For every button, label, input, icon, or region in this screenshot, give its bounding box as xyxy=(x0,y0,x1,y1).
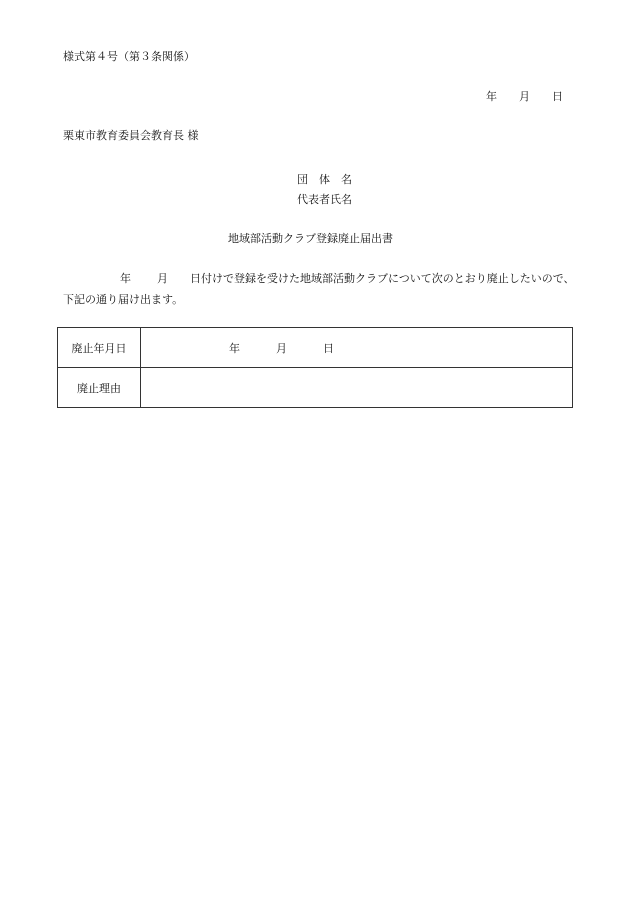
date-day-label: 日 xyxy=(552,90,563,103)
submission-date xyxy=(486,90,563,104)
table-row xyxy=(58,368,573,408)
recipient: 栗東市教育委員会教育長 様 xyxy=(63,129,199,142)
info-table xyxy=(57,327,573,408)
abolition-month-label: 月 xyxy=(276,341,287,355)
date-month-label: 月 xyxy=(519,90,530,103)
body-month-label: 月 xyxy=(157,272,168,285)
abolition-date-field[interactable] xyxy=(141,328,573,368)
document-title: 地域部活動クラブ登録廃止届出書 xyxy=(228,232,393,245)
abolition-reason-label: 廃止理由 xyxy=(58,368,141,408)
body-text: 日付けで登録を受けた地域部活動クラブについて次のとおり廃止したいので、下記の通り届け出ます。 xyxy=(63,272,575,306)
applicant-block xyxy=(297,170,352,210)
abolition-reason-field[interactable] xyxy=(141,368,573,408)
body-paragraph xyxy=(63,268,575,310)
abolition-date-label: 廃止年月日 xyxy=(58,328,141,368)
org-name-label: 団 体 名 xyxy=(297,173,352,186)
date-year-label: 年 xyxy=(486,90,497,103)
form-number: 様式第４号（第３条関係） xyxy=(63,50,195,63)
representative-label: 代表者氏名 xyxy=(297,193,352,206)
abolition-day-label: 日 xyxy=(323,341,334,355)
table-row xyxy=(58,328,573,368)
body-year-label: 年 xyxy=(120,272,131,285)
abolition-year-label: 年 xyxy=(229,341,240,355)
